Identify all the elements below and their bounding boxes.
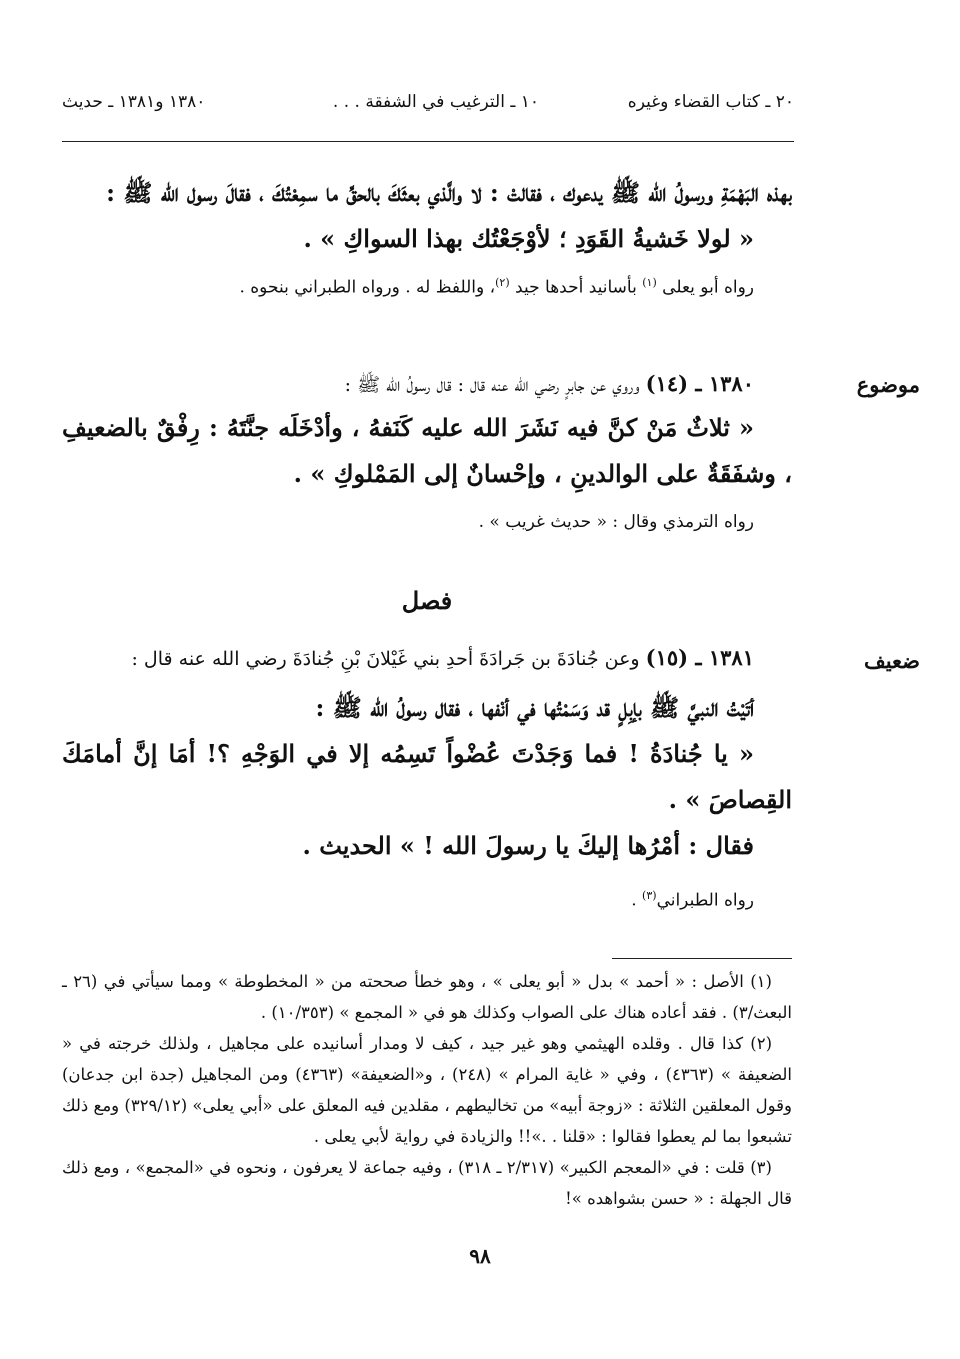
hadith-text: « ثلاثٌ مَنْ كنَّ فيه نَشَرَ الله عليه كَنَفهُ ، وأدْخَلَه جنَّتَهُ : رِفْقٌ بالضعيفِ ، وشفَقَةٌ على الوالدينِ ، وإحْسانٌ إلى المَمْلوكِ » .	[62, 413, 792, 488]
footnote-3: (٣) قلت : في «المعجم الكبير» (٢/٣١٧ ـ ٣١٨) ، وفيه جماعة لا يعرفون ، ونحوه في «المجمع» ، ومع ذلك قال الجهلة : « حسن بشواهده »!	[62, 1158, 792, 1208]
header-chapter-title: ١٠ ـ الترغيب في الشفقة . . .	[332, 92, 539, 112]
hadith-intro-text: وروي عن جابرٍ رضي الله عنه قال : قال رسولُ الله ﷺ :	[344, 374, 640, 396]
top-passage	[62, 170, 792, 303]
source-text: .	[631, 890, 637, 911]
footnote-ref-3[interactable]: (٣)	[642, 889, 657, 902]
source-text: رواه الطبراني	[656, 890, 754, 911]
hadith-intro	[62, 364, 792, 405]
passage-quote: « لولا خَشيةُ القَوَدِ ؛ لأوْجَعْتُك بهذا السواكِ » .	[303, 224, 754, 253]
hadith-intro-text: وعن جُنادَةَ بن جَرادَةَ أحدِ بني غَيْلانَ بْنِ جُنادَةَ رضي الله عنه قال :	[131, 648, 640, 670]
grade-label-1380: موضوع	[856, 372, 920, 397]
running-header	[62, 92, 794, 124]
page-number: ٩٨	[469, 1244, 491, 1268]
footnote-separator	[612, 958, 792, 959]
grade-label-1381: ضعيف	[863, 648, 920, 673]
passage-source	[62, 268, 792, 303]
footnote-2: (٢) كذا قال . وقلده الهيثمي وهو غير جيد ، كيف لا ومدار أسانيده على مجاهيل ، ولذلك خرجته في « الضعيفة » (٤٣٦٣) ، وفي « غاية المرام » (٢٤٨) ، و«الضعيفة» (٤٣٦٣) ومن المجاهيل (جدة ابن جدعان) وقول المعلقين الثلاثة : «زوجة أبيه» من تخاليطهم ، مقلدين فيه المعلق على «أبي يعلى» (٣٢٩/١٢) ومع ذلك تشبعوا بما لم يعطوا فقالوا : «قلنا . .»!! والزيادة في رواية لأبي يعلى .	[62, 1034, 793, 1146]
header-rule	[62, 141, 794, 142]
header-book-title: ٢٠ ـ كتاب القضاء وغيره	[627, 92, 794, 112]
source-text: رواه أبو يعلى	[662, 277, 754, 298]
footnote-1: (١) الأصل : « أحمد » بدل « أبو يعلى » ، وهو خطأ صححته من « المخطوطة » ومما سيأتي في (٢٦ ـ البعث/٣) . فقد أعاده هناك على الصواب وكذلك هو في « المجمع » (١٠/٣٥٣) .	[62, 972, 792, 1022]
footnote-ref-1[interactable]: (١)	[642, 276, 657, 289]
hadith-number: ١٣٨١ ـ (١٥)	[645, 645, 754, 670]
hadith-source	[62, 881, 792, 916]
source-text: بأسانيد أحدها جيد	[515, 277, 637, 298]
hadith-1381	[62, 638, 792, 916]
hadith-text: « يا جُنادَةُ ! فما وَجَدْتَ عُضْواً تَسِمُه إلا في الوَجْهِ ؟! أمَا إنَّ أمامَكَ القِصاصَ » .	[62, 739, 792, 814]
footnotes	[62, 966, 792, 1214]
hadith-source: رواه الترمذي وقال : « حديث غريب » .	[478, 512, 754, 532]
source-text: ، واللفظ له . ورواه الطبراني بنحوه .	[239, 277, 496, 298]
footnote-ref-2[interactable]: (٢)	[495, 276, 510, 289]
hadith-text: أتَيْتُ النبيَّ ﷺ بإبِلٍ قد وَسَمْتُها في أنْفها ، فقال رسولُ الله ﷺ :	[315, 693, 754, 722]
header-hadith-range: ١٣٨٠ و١٣٨١ ـ حديث	[62, 92, 206, 112]
hadith-text: فقال : أمْرُها إليكَ يا رسولَ الله ! » الحديث .	[302, 831, 754, 860]
section-title: فصل	[401, 586, 453, 615]
hadith-intro	[62, 638, 792, 679]
hadith-number: ١٣٨٠ ـ (١٤)	[645, 371, 754, 396]
hadith-1380	[62, 364, 792, 537]
passage-text: بهذه البَهْمَةِ ورسولُ الله ﷺ يدعوك ، فقالتْ : لا والَّذي بعثَكَ بالحقِّ ما سمِعْتُكَ ، فقالَ رسول الله ﷺ :	[106, 178, 792, 207]
